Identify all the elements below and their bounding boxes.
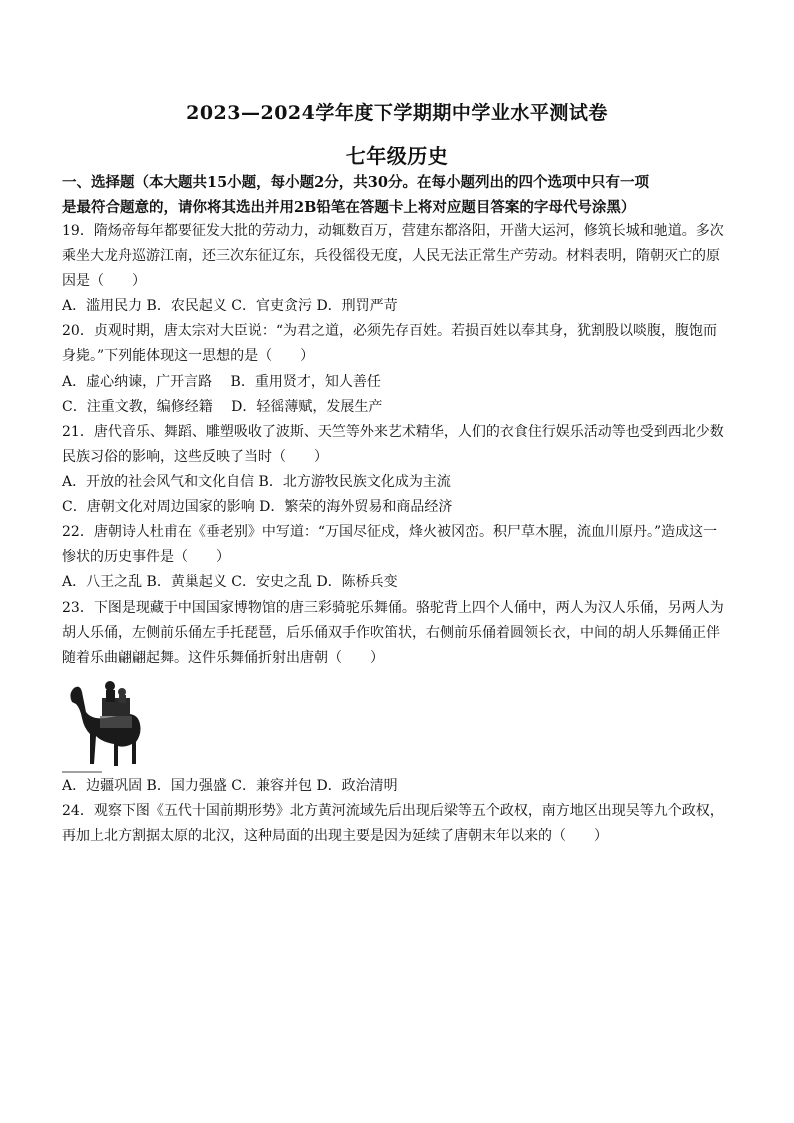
question-21-options: C．唐朝文化对周边国家的影响 D．繁荣的海外贸易和商品经济: [62, 499, 453, 515]
question-19-text: 乘坐大龙舟巡游江南，还三次东征辽东，兵役徭役无度，人民无法正常生产劳动。材料表明，隋朝灭亡的原: [62, 248, 720, 264]
question-19-text: 因是（ ）: [62, 273, 146, 289]
exam-title: 2023—2024学年度下学期期中学业水平测试卷: [186, 102, 608, 124]
question-23-options: A．边疆巩固 B．国力强盛 C．兼容并包 D．政治清明: [62, 778, 398, 794]
section-heading-line: 是最符合题意的，请你将其选出并用2B铅笔在答题卡上将对应题目答案的字母代号涂黑）: [62, 199, 636, 216]
question-20-text: 身毙。”下列能体现这一思想的是（ ）: [62, 348, 315, 364]
question-24-text: 24．观察下图《五代十国前期形势》北方黄河流域先后出现后梁等五个政权，南方地区出现吴等九个政权，: [62, 803, 724, 819]
question-20-options: C．注重文教，编修经籍 D．轻徭薄赋，发展生产: [62, 399, 383, 415]
question-23-text: 胡人乐俑，左侧前乐俑左手托琵琶，后乐俑双手作吹笛状，右侧前乐俑着圆领长衣，中间的胡人乐舞俑正伴: [62, 625, 720, 641]
question-20-options: A．虚心纳谏，广开言路 B．重用贤才，知人善任: [62, 374, 381, 390]
question-23-text: 随着乐曲翩翩起舞。这件乐舞俑折射出唐朝（ ）: [62, 650, 384, 666]
section-heading: [62, 170, 742, 220]
question-22-options: A．八王之乱 B．黄巢起义 C．安史之乱 D．陈桥兵变: [62, 574, 398, 590]
question-21-options: A．开放的社会风气和文化自信 B．北方游牧民族文化成为主流: [62, 474, 451, 490]
question-23-text: 23．下图是现藏于中国国家博物馆的唐三彩骑驼乐舞俑。骆驼背上四个人俑中，两人为汉人乐俑，另两人为: [62, 600, 724, 616]
section-heading-line: 一、选择题（本大题共15小题，每小题2分，共30分。在每小题列出的四个选项中只有一项: [62, 174, 649, 191]
question-21-text: 民族习俗的影响，这些反映了当时（ ）: [62, 449, 328, 465]
question-19-text: 19．隋炀帝每年都要征发大批的劳动力，动辄数百万，营建东都洛阳，开凿大运河，修筑长城和驰道。多次: [62, 223, 724, 239]
question-20-text: 20．贞观时期，唐太宗对大臣说：“为君之道，必须先存百姓。若损百姓以奉其身，犹割股以啖腹，腹饱而: [62, 323, 717, 339]
exam-subject: 七年级历史: [345, 144, 449, 168]
question-24-text: 再加上北方割据太原的北汉，这种局面的出现主要是因为延续了唐朝末年以来的（ ）: [62, 828, 608, 844]
question-21-text: 21．唐代音乐、舞蹈、雕塑吸收了波斯、天竺等外来艺术精华，人们的衣食住行娱乐活动等也受到西北少数: [62, 424, 724, 440]
camel-figurine-image: [62, 672, 148, 774]
question-22-text: 22．唐朝诗人杜甫在《垂老别》中写道：“万国尽征戍，烽火被冈峦。积尸草木腥，流血川原丹。”造成这一: [62, 524, 718, 540]
question-22-text: 惨状的历史事件是（ ）: [62, 549, 230, 565]
question-19-options: A．滥用民力 B．农民起义 C．官吏贪污 D．刑罚严苛: [62, 298, 398, 314]
